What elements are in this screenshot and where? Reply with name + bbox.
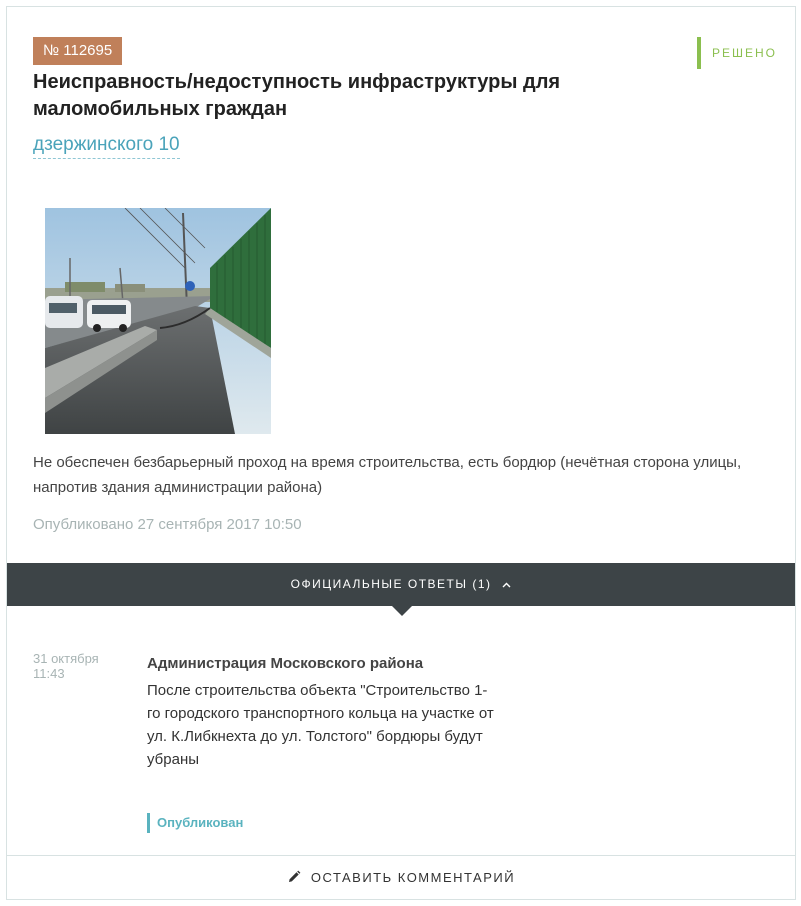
report-photo[interactable]	[45, 208, 271, 434]
report-number-badge: № 112695	[33, 37, 122, 65]
status-badge: РЕШЕНО	[697, 37, 777, 69]
published-date: Опубликовано 27 сентября 2017 10:50	[33, 516, 302, 533]
official-answers-label: ОФИЦИАЛЬНЫЕ ОТВЕТЫ (1)	[290, 577, 492, 591]
answer-author: Администрация Московского района	[147, 655, 424, 672]
address-link[interactable]: дзержинского 10	[33, 132, 180, 159]
chevron-up-icon	[502, 564, 511, 607]
report-description: Не обеспечен безбарьерный проход на время строительства, есть бордюр (нечётная сторона улицы, напротив здания администрации района)	[33, 454, 742, 496]
pencil-icon	[287, 870, 301, 884]
answer-status: Опубликован	[147, 813, 243, 833]
answer-date	[33, 651, 123, 681]
leave-comment-label: ОСТАВИТЬ КОММЕНТАРИЙ	[310, 870, 516, 885]
answer-date-time: 11:43	[33, 666, 65, 681]
answers-notch	[392, 606, 412, 616]
report-card	[6, 6, 796, 900]
report-title: Неисправность/недоступность инфраструктуры для маломобильных граждан	[33, 71, 561, 120]
official-answers-toggle[interactable]	[7, 563, 795, 606]
leave-comment-button[interactable]	[7, 855, 795, 899]
answer-text: После строительства объекта "Строительство 1-го городского транспортного кольца на участке от ул. К.Либкнехта до ул. Толстого" бордюры будут убраны	[147, 682, 494, 768]
answer-date-day: 31 октября	[33, 651, 99, 666]
report-photo-image	[45, 208, 271, 434]
